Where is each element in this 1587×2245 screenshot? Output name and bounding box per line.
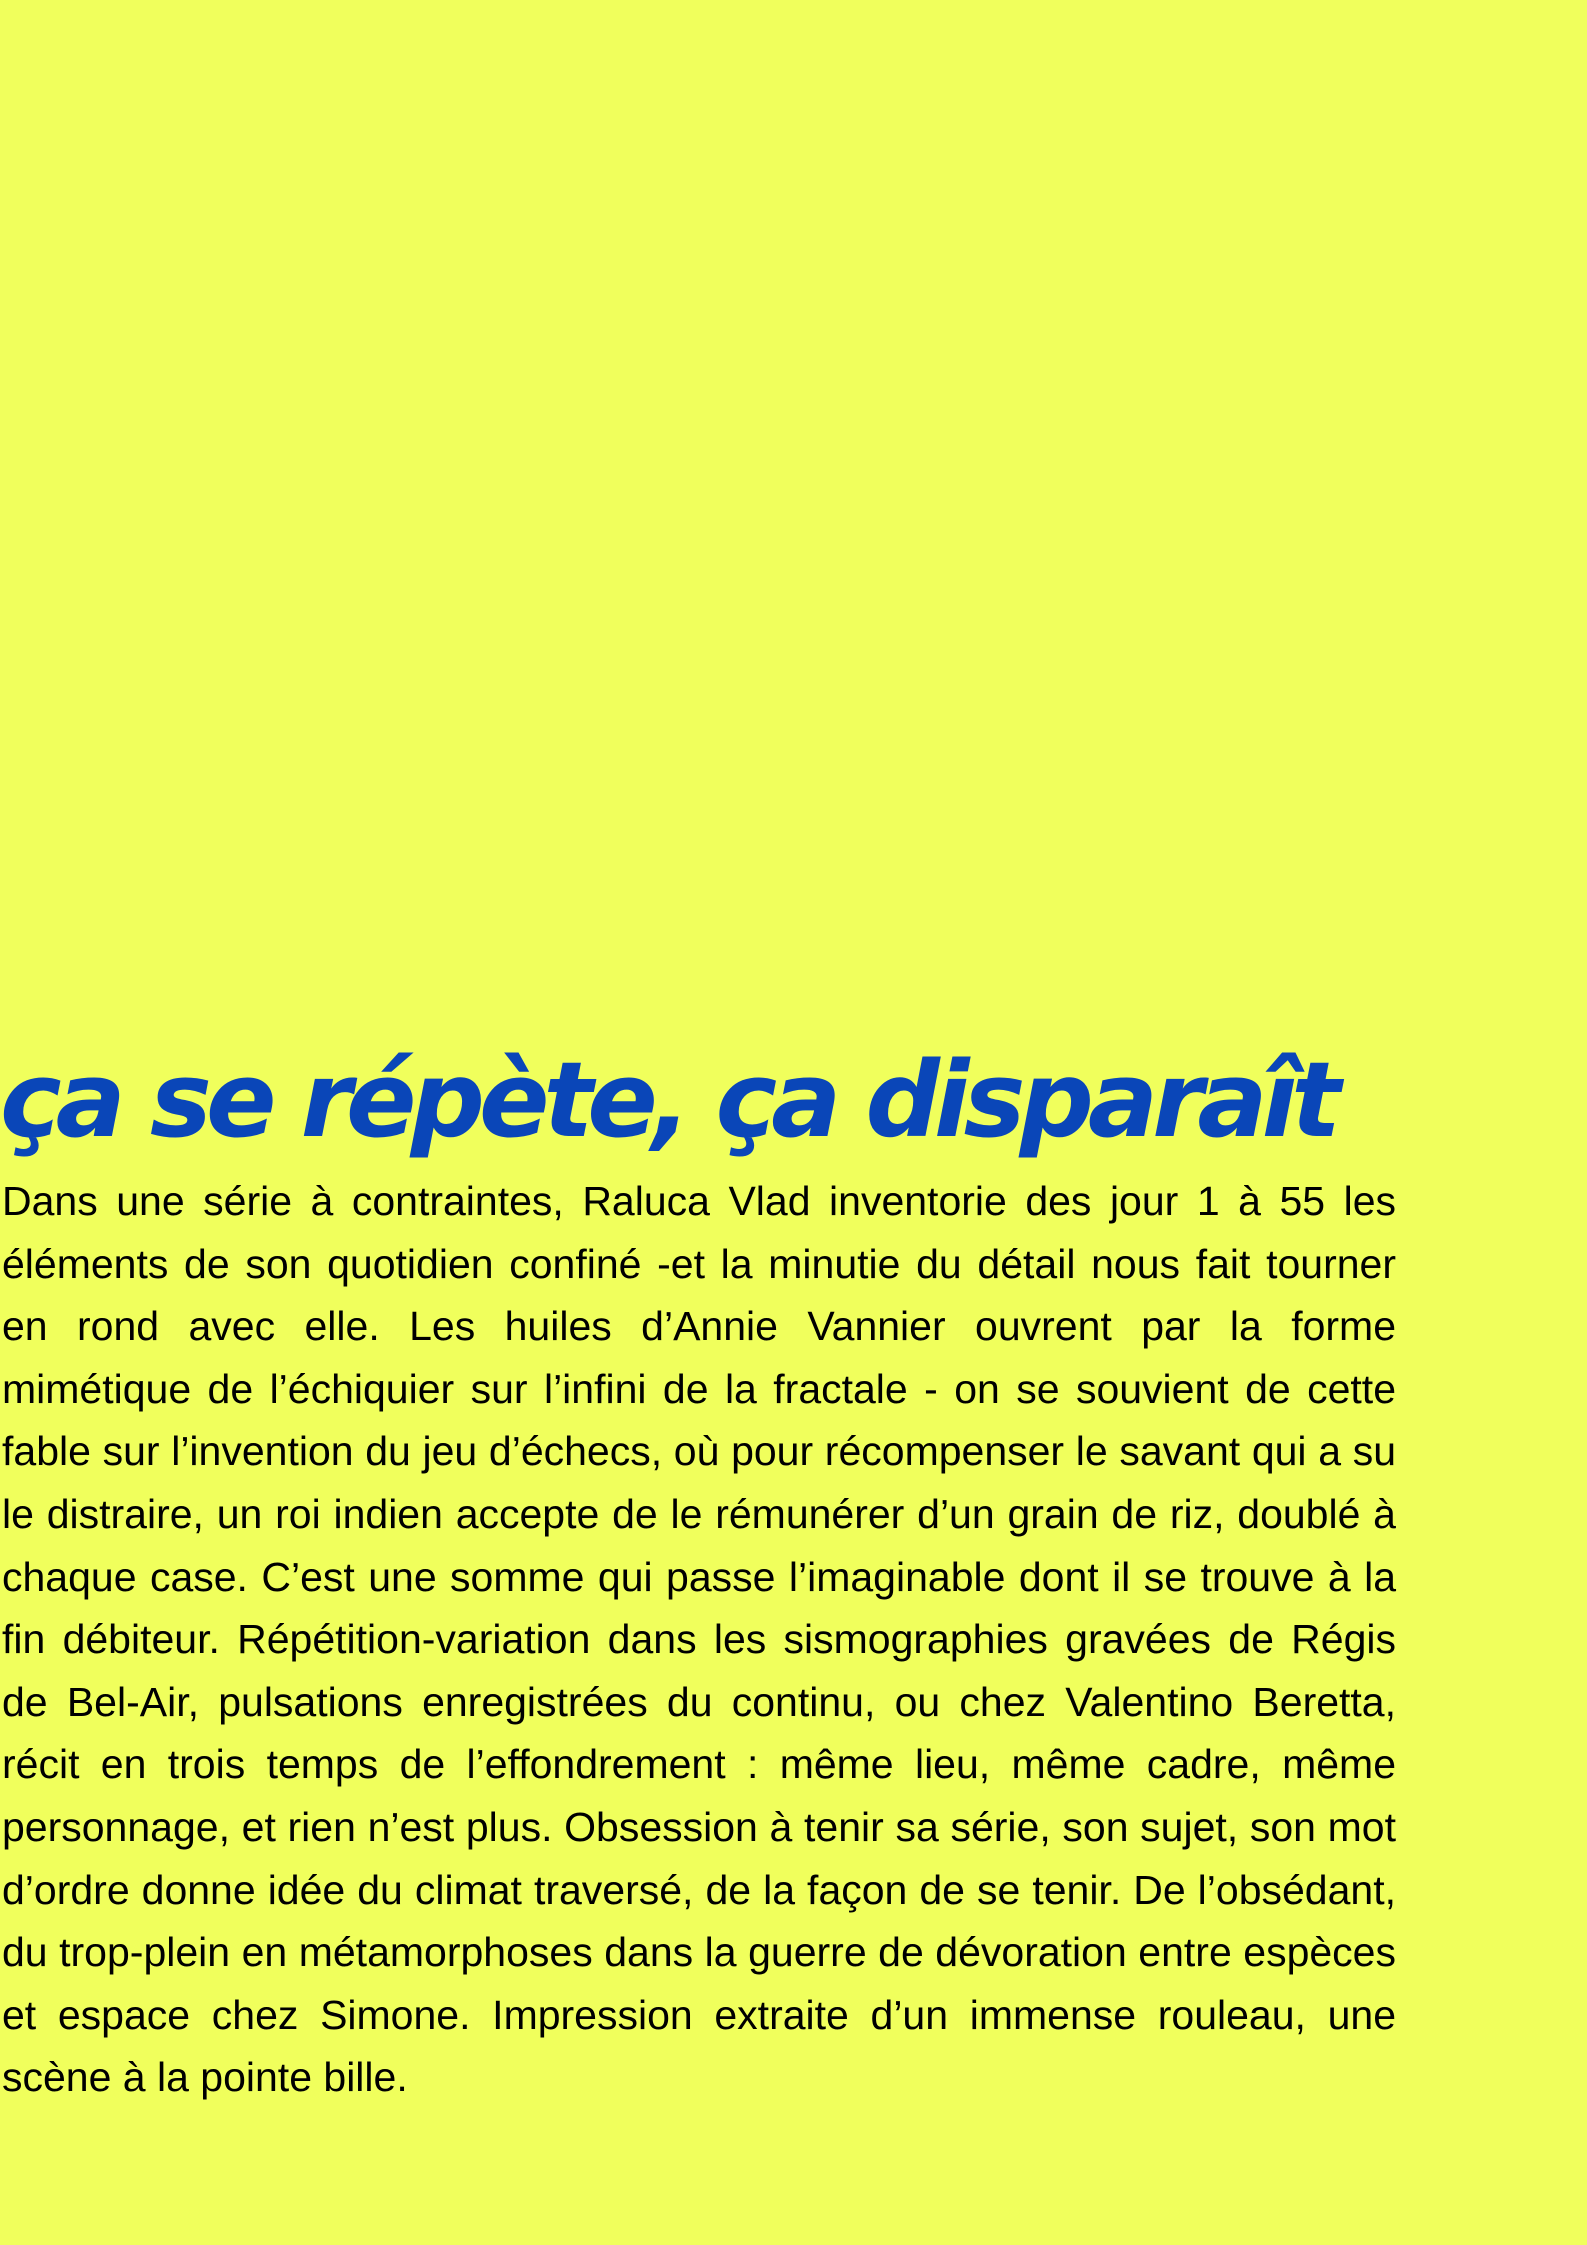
article-body: Dans une série à contraintes, Raluca Vlad inventorie des jour 1 à 55 les éléments de son quotidien confiné -et la minutie du détail nous fait tourner en rond avec elle. Les huiles d’Annie Vannier ouvrent par la forme mimétique de l’échiquier sur l’infini de la fractale - on se souvient de cette fable sur l’invention du jeu d’échecs, où pour récompenser le savant qui a su le distraire, un roi indien accepte de le rémunérer d’un grain de riz, doublé à chaque case. C’est une somme qui passe l’imaginable dont il se trouve à la fin débiteur. Répétition-variation dans les sismographies gravées de Régis de Bel-Air, pulsations enregistrées du continu, ou chez Valentino Beretta, récit en trois temps de l’effondrement : même lieu, même cadre, même personnage, et rien n’est plus. Obsession à tenir sa série, son sujet, son mot d’ordre donne idée du climat traversé, de la façon de se tenir. De l’obsédant, du trop-plein en métamorphoses dans la guerre de dévoration entre espèces et espace chez Simone. Impression extraite d’un immense rouleau, une scène à la pointe bille. [2, 1178, 1396, 2101]
article-heading: ça se répète, ça disparaît [0, 1039, 1335, 1161]
